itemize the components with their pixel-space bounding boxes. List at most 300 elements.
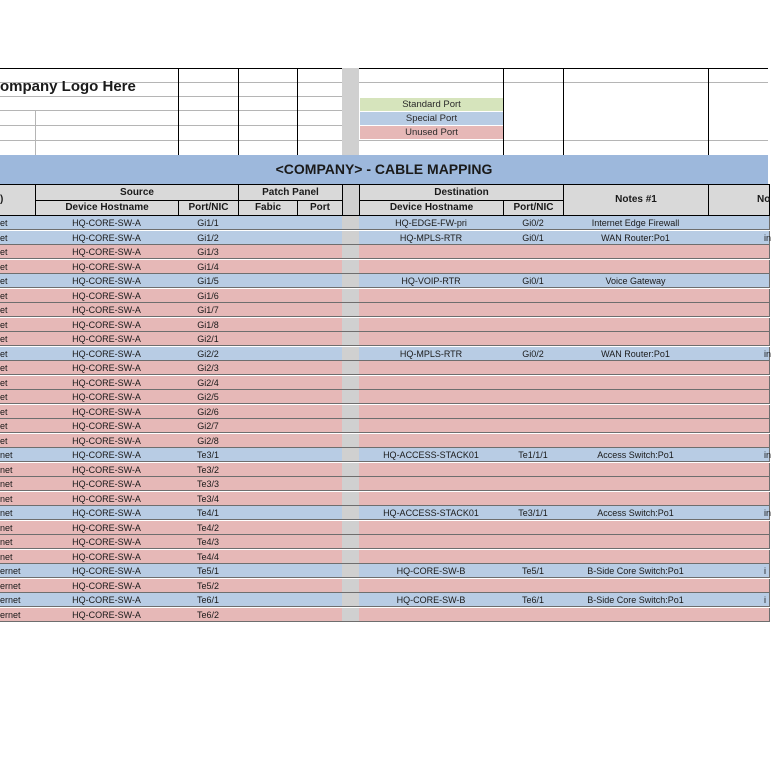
cell-type[interactable]: et xyxy=(0,361,36,375)
cell-spacer[interactable] xyxy=(342,318,360,332)
cell-pp-fabic[interactable] xyxy=(238,390,298,404)
cell-notes-2[interactable]: in xyxy=(708,347,770,361)
cell-src-port[interactable]: Te4/1 xyxy=(178,506,239,520)
cell-notes-2[interactable] xyxy=(708,289,770,303)
cell-notes-1[interactable]: B-Side Core Switch:Po1 xyxy=(563,593,709,607)
cell-notes-1[interactable]: WAN Router:Po1 xyxy=(563,347,709,361)
cell-notes-1[interactable] xyxy=(563,492,709,506)
cell-spacer[interactable] xyxy=(342,463,360,477)
cell-pp-fabic[interactable] xyxy=(238,506,298,520)
cell-notes-1[interactable] xyxy=(563,550,709,564)
cell-notes-1[interactable]: Access Switch:Po1 xyxy=(563,448,709,462)
cell-src-port[interactable]: Te3/3 xyxy=(178,477,239,491)
cell-dst-port[interactable] xyxy=(503,463,564,477)
cell-dst-hostname[interactable] xyxy=(359,535,504,549)
cell-dst-port[interactable] xyxy=(503,260,564,274)
cell-type[interactable]: net xyxy=(0,477,36,491)
cell-dst-port[interactable]: Te5/1 xyxy=(503,564,564,578)
cell-src-hostname[interactable]: HQ-CORE-SW-A xyxy=(35,405,179,419)
cell-src-hostname[interactable]: HQ-CORE-SW-A xyxy=(35,332,179,346)
cell-src-hostname[interactable]: HQ-CORE-SW-A xyxy=(35,216,179,230)
cell-type[interactable]: et xyxy=(0,390,36,404)
cell-dst-port[interactable] xyxy=(503,245,564,259)
cell-type[interactable]: et xyxy=(0,434,36,448)
cell-src-hostname[interactable]: HQ-CORE-SW-A xyxy=(35,564,179,578)
cell-notes-2[interactable] xyxy=(708,361,770,375)
cell-dst-port[interactable] xyxy=(503,289,564,303)
cell-pp-fabic[interactable] xyxy=(238,216,298,230)
cell-notes-1[interactable] xyxy=(563,579,709,593)
cell-src-port[interactable]: Gi2/8 xyxy=(178,434,239,448)
cell-pp-port[interactable] xyxy=(297,593,343,607)
cell-dst-hostname[interactable] xyxy=(359,405,504,419)
cell-type[interactable]: net xyxy=(0,492,36,506)
cell-notes-2[interactable] xyxy=(708,274,770,288)
cell-type[interactable]: net xyxy=(0,448,36,462)
cell-pp-fabic[interactable] xyxy=(238,608,298,622)
cell-notes-1[interactable] xyxy=(563,260,709,274)
cell-src-port[interactable]: Te4/3 xyxy=(178,535,239,549)
header-spacer xyxy=(342,184,360,216)
cell-dst-hostname[interactable]: HQ-ACCESS-STACK01 xyxy=(359,506,504,520)
cell-notes-2[interactable]: i xyxy=(708,564,770,578)
header-patch-panel-group: Patch Panel xyxy=(238,184,343,201)
cell-notes-2[interactable]: in xyxy=(708,448,770,462)
cell-spacer[interactable] xyxy=(342,448,360,462)
cell-notes-2[interactable] xyxy=(708,535,770,549)
cell-dst-hostname[interactable]: HQ-ACCESS-STACK01 xyxy=(359,448,504,462)
cell-notes-2[interactable] xyxy=(708,521,770,535)
cell-notes-1[interactable] xyxy=(563,245,709,259)
header-col-line xyxy=(563,68,564,155)
cell-pp-port[interactable] xyxy=(297,376,343,390)
cell-pp-fabic[interactable] xyxy=(238,593,298,607)
cell-dst-port[interactable] xyxy=(503,521,564,535)
table-row xyxy=(0,608,768,622)
cell-pp-fabic[interactable] xyxy=(238,274,298,288)
cell-pp-fabic[interactable] xyxy=(238,419,298,433)
cell-pp-port[interactable] xyxy=(297,231,343,245)
cell-src-hostname[interactable]: HQ-CORE-SW-A xyxy=(35,245,179,259)
cell-src-hostname[interactable]: HQ-CORE-SW-A xyxy=(35,448,179,462)
cell-notes-1[interactable] xyxy=(563,332,709,346)
cell-notes-2[interactable] xyxy=(708,434,770,448)
cell-src-hostname[interactable]: HQ-CORE-SW-A xyxy=(35,376,179,390)
cell-src-port[interactable]: Gi2/4 xyxy=(178,376,239,390)
cell-src-hostname[interactable]: HQ-CORE-SW-A xyxy=(35,492,179,506)
cell-notes-2[interactable] xyxy=(708,405,770,419)
cell-src-port[interactable]: Gi1/4 xyxy=(178,260,239,274)
legend-special-port: Special Port xyxy=(360,112,503,125)
cell-src-port[interactable]: Gi1/3 xyxy=(178,245,239,259)
cell-src-hostname[interactable]: HQ-CORE-SW-A xyxy=(35,347,179,361)
cell-pp-port[interactable] xyxy=(297,332,343,346)
cell-pp-fabic[interactable] xyxy=(238,434,298,448)
cell-spacer[interactable] xyxy=(342,361,360,375)
cell-spacer[interactable] xyxy=(342,303,360,317)
cell-dst-port[interactable]: Gi0/1 xyxy=(503,274,564,288)
cell-type[interactable]: ernet xyxy=(0,564,36,578)
cell-notes-1[interactable] xyxy=(563,608,709,622)
cell-notes-2[interactable]: i xyxy=(708,593,770,607)
cell-type[interactable]: net xyxy=(0,521,36,535)
cell-pp-fabic[interactable] xyxy=(238,376,298,390)
cell-dst-hostname[interactable] xyxy=(359,260,504,274)
cell-pp-port[interactable] xyxy=(297,390,343,404)
table-row xyxy=(0,535,768,549)
table-row xyxy=(0,550,768,564)
cell-pp-fabic[interactable] xyxy=(238,347,298,361)
cell-spacer[interactable] xyxy=(342,492,360,506)
cell-type[interactable]: et xyxy=(0,274,36,288)
cell-notes-1[interactable] xyxy=(563,405,709,419)
cell-pp-fabic[interactable] xyxy=(238,245,298,259)
cell-dst-port[interactable]: Te1/1/1 xyxy=(503,448,564,462)
cell-pp-fabic[interactable] xyxy=(238,477,298,491)
cell-pp-port[interactable] xyxy=(297,550,343,564)
cell-pp-port[interactable] xyxy=(297,405,343,419)
cell-src-port[interactable]: Gi2/1 xyxy=(178,332,239,346)
cell-src-port[interactable]: Te6/1 xyxy=(178,593,239,607)
cell-notes-1[interactable]: Voice Gateway xyxy=(563,274,709,288)
cell-pp-port[interactable] xyxy=(297,318,343,332)
cell-spacer[interactable] xyxy=(342,390,360,404)
cell-dst-port[interactable]: Gi0/2 xyxy=(503,347,564,361)
cell-notes-2[interactable] xyxy=(708,492,770,506)
table-row xyxy=(0,245,768,259)
cell-type[interactable]: et xyxy=(0,260,36,274)
cell-notes-1[interactable] xyxy=(563,477,709,491)
cell-spacer[interactable] xyxy=(342,231,360,245)
cell-src-port[interactable]: Gi1/2 xyxy=(178,231,239,245)
cell-dst-port[interactable] xyxy=(503,550,564,564)
cell-dst-hostname[interactable] xyxy=(359,332,504,346)
cell-pp-port[interactable] xyxy=(297,260,343,274)
cell-notes-2[interactable]: in xyxy=(708,506,770,520)
cell-src-port[interactable]: Gi2/3 xyxy=(178,361,239,375)
cell-notes-2[interactable]: in xyxy=(708,231,770,245)
cell-pp-port[interactable] xyxy=(297,463,343,477)
table-row xyxy=(0,579,768,593)
cell-pp-fabic[interactable] xyxy=(238,492,298,506)
cell-notes-2[interactable] xyxy=(708,477,770,491)
cell-type[interactable]: ernet xyxy=(0,593,36,607)
cell-spacer[interactable] xyxy=(342,608,360,622)
cell-src-hostname[interactable]: HQ-CORE-SW-A xyxy=(35,477,179,491)
header-pp-fabic: Fabic xyxy=(238,200,298,216)
cell-pp-fabic[interactable] xyxy=(238,521,298,535)
cell-dst-hostname[interactable] xyxy=(359,608,504,622)
cell-src-hostname[interactable]: HQ-CORE-SW-A xyxy=(35,274,179,288)
cell-pp-fabic[interactable] xyxy=(238,303,298,317)
cell-src-port[interactable]: Te3/4 xyxy=(178,492,239,506)
cell-notes-2[interactable] xyxy=(708,216,770,230)
cell-dst-hostname[interactable] xyxy=(359,361,504,375)
cell-dst-hostname[interactable] xyxy=(359,318,504,332)
cell-dst-port[interactable] xyxy=(503,535,564,549)
cell-dst-hostname[interactable] xyxy=(359,434,504,448)
cell-pp-fabic[interactable] xyxy=(238,289,298,303)
cell-pp-fabic[interactable] xyxy=(238,260,298,274)
cell-src-hostname[interactable]: HQ-CORE-SW-A xyxy=(35,260,179,274)
cell-type[interactable]: et xyxy=(0,347,36,361)
cell-type[interactable]: net xyxy=(0,535,36,549)
header-col-line xyxy=(503,68,504,155)
header-col-line xyxy=(178,68,179,155)
cell-dst-port[interactable] xyxy=(503,434,564,448)
cell-notes-2[interactable] xyxy=(708,463,770,477)
cell-spacer[interactable] xyxy=(342,477,360,491)
cell-notes-1[interactable] xyxy=(563,535,709,549)
cell-spacer[interactable] xyxy=(342,376,360,390)
cell-notes-1[interactable] xyxy=(563,318,709,332)
cell-type[interactable]: et xyxy=(0,376,36,390)
cell-src-port[interactable]: Gi2/7 xyxy=(178,419,239,433)
cell-type[interactable]: ernet xyxy=(0,579,36,593)
cell-src-hostname[interactable]: HQ-CORE-SW-A xyxy=(35,550,179,564)
cell-spacer[interactable] xyxy=(342,419,360,433)
cell-notes-1[interactable] xyxy=(563,289,709,303)
cell-type[interactable]: net xyxy=(0,550,36,564)
cell-notes-2[interactable] xyxy=(708,303,770,317)
cell-dst-hostname[interactable]: HQ-MPLS-RTR xyxy=(359,347,504,361)
cell-src-hostname[interactable]: HQ-CORE-SW-A xyxy=(35,390,179,404)
cell-dst-port[interactable] xyxy=(503,477,564,491)
cell-src-hostname[interactable]: HQ-CORE-SW-A xyxy=(35,303,179,317)
cell-src-hostname[interactable]: HQ-CORE-SW-A xyxy=(35,593,179,607)
cell-type[interactable]: et xyxy=(0,332,36,346)
cell-src-port[interactable]: Gi2/2 xyxy=(178,347,239,361)
cell-notes-2[interactable] xyxy=(708,332,770,346)
cell-spacer[interactable] xyxy=(342,405,360,419)
cell-src-port[interactable]: Gi1/8 xyxy=(178,318,239,332)
cell-type[interactable]: et xyxy=(0,303,36,317)
cell-dst-port[interactable]: Te3/1/1 xyxy=(503,506,564,520)
cell-notes-1[interactable] xyxy=(563,303,709,317)
cell-notes-1[interactable]: B-Side Core Switch:Po1 xyxy=(563,564,709,578)
cell-spacer[interactable] xyxy=(342,216,360,230)
cell-notes-2[interactable] xyxy=(708,390,770,404)
cell-dst-port[interactable] xyxy=(503,405,564,419)
cell-pp-fabic[interactable] xyxy=(238,550,298,564)
table-row xyxy=(0,434,768,448)
cell-src-port[interactable]: Te5/1 xyxy=(178,564,239,578)
cell-notes-2[interactable] xyxy=(708,318,770,332)
cell-pp-port[interactable] xyxy=(297,506,343,520)
cell-src-hostname[interactable]: HQ-CORE-SW-A xyxy=(35,506,179,520)
header-dst-port: Port/NIC xyxy=(503,200,564,216)
cell-dst-port[interactable] xyxy=(503,390,564,404)
table-row xyxy=(0,477,768,491)
cell-pp-port[interactable] xyxy=(297,492,343,506)
cell-pp-port[interactable] xyxy=(297,361,343,375)
cell-spacer[interactable] xyxy=(342,434,360,448)
cell-pp-port[interactable] xyxy=(297,289,343,303)
cell-pp-fabic[interactable] xyxy=(238,579,298,593)
cell-src-port[interactable]: Te4/2 xyxy=(178,521,239,535)
cell-src-port[interactable]: Gi1/5 xyxy=(178,274,239,288)
cell-dst-hostname[interactable]: HQ-EDGE-FW-pri xyxy=(359,216,504,230)
cell-type[interactable]: ernet xyxy=(0,608,36,622)
cell-dst-port[interactable] xyxy=(503,318,564,332)
cell-type[interactable]: et xyxy=(0,231,36,245)
cell-notes-2[interactable] xyxy=(708,376,770,390)
cell-spacer[interactable] xyxy=(342,521,360,535)
cell-spacer[interactable] xyxy=(342,245,360,259)
cell-dst-port[interactable]: Gi0/2 xyxy=(503,216,564,230)
cell-pp-port[interactable] xyxy=(297,347,343,361)
cell-spacer[interactable] xyxy=(342,274,360,288)
cell-pp-fabic[interactable] xyxy=(238,231,298,245)
cell-notes-1[interactable] xyxy=(563,463,709,477)
cell-notes-2[interactable] xyxy=(708,579,770,593)
cell-type[interactable]: et xyxy=(0,245,36,259)
cell-pp-fabic[interactable] xyxy=(238,463,298,477)
cell-spacer[interactable] xyxy=(342,535,360,549)
cell-src-port[interactable]: Te4/4 xyxy=(178,550,239,564)
cell-type[interactable]: et xyxy=(0,405,36,419)
cell-notes-1[interactable] xyxy=(563,390,709,404)
table-row xyxy=(0,376,768,390)
cell-type[interactable]: et xyxy=(0,318,36,332)
cell-dst-hostname[interactable] xyxy=(359,492,504,506)
cell-spacer[interactable] xyxy=(342,593,360,607)
header-col-line xyxy=(238,68,239,155)
cell-pp-port[interactable] xyxy=(297,477,343,491)
cell-dst-port[interactable] xyxy=(503,376,564,390)
cell-notes-1[interactable]: WAN Router:Po1 xyxy=(563,231,709,245)
cell-spacer[interactable] xyxy=(342,260,360,274)
cell-pp-port[interactable] xyxy=(297,419,343,433)
cell-pp-fabic[interactable] xyxy=(238,405,298,419)
cell-dst-port[interactable] xyxy=(503,492,564,506)
cell-src-hostname[interactable]: HQ-CORE-SW-A xyxy=(35,579,179,593)
cell-notes-1[interactable] xyxy=(563,361,709,375)
cell-notes-2[interactable] xyxy=(708,260,770,274)
cell-dst-port[interactable] xyxy=(503,419,564,433)
cell-dst-port[interactable] xyxy=(503,332,564,346)
cell-notes-1[interactable] xyxy=(563,434,709,448)
cell-src-hostname[interactable]: HQ-CORE-SW-A xyxy=(35,535,179,549)
cell-spacer[interactable] xyxy=(342,347,360,361)
cell-pp-port[interactable] xyxy=(297,448,343,462)
cell-type[interactable]: net xyxy=(0,463,36,477)
cell-dst-hostname[interactable] xyxy=(359,303,504,317)
cell-src-hostname[interactable]: HQ-CORE-SW-A xyxy=(35,463,179,477)
cell-dst-port[interactable]: Te6/1 xyxy=(503,593,564,607)
cell-dst-hostname[interactable] xyxy=(359,289,504,303)
cell-notes-1[interactable] xyxy=(563,376,709,390)
cell-pp-port[interactable] xyxy=(297,216,343,230)
cell-pp-fabic[interactable] xyxy=(238,564,298,578)
cell-notes-2[interactable] xyxy=(708,245,770,259)
cell-notes-1[interactable] xyxy=(563,521,709,535)
cell-pp-port[interactable] xyxy=(297,521,343,535)
table-row xyxy=(0,216,768,230)
cell-dst-hostname[interactable] xyxy=(359,521,504,535)
cell-dst-hostname[interactable] xyxy=(359,376,504,390)
cell-dst-hostname[interactable] xyxy=(359,579,504,593)
cell-notes-2[interactable] xyxy=(708,550,770,564)
cell-dst-port[interactable] xyxy=(503,608,564,622)
cell-src-port[interactable]: Te5/2 xyxy=(178,579,239,593)
cell-type[interactable]: net xyxy=(0,506,36,520)
cell-src-port[interactable]: Gi2/5 xyxy=(178,390,239,404)
cell-src-hostname[interactable]: HQ-CORE-SW-A xyxy=(35,521,179,535)
cell-src-hostname[interactable]: HQ-CORE-SW-A xyxy=(35,608,179,622)
cell-spacer[interactable] xyxy=(342,332,360,346)
cell-src-hostname[interactable]: HQ-CORE-SW-A xyxy=(35,318,179,332)
cell-src-port[interactable]: Gi1/7 xyxy=(178,303,239,317)
cell-type[interactable]: et xyxy=(0,216,36,230)
cell-pp-port[interactable] xyxy=(297,303,343,317)
cell-src-hostname[interactable]: HQ-CORE-SW-A xyxy=(35,361,179,375)
header-destination-group: Destination xyxy=(359,184,564,201)
cell-dst-port[interactable] xyxy=(503,303,564,317)
cell-src-hostname[interactable]: HQ-CORE-SW-A xyxy=(35,434,179,448)
cell-pp-port[interactable] xyxy=(297,535,343,549)
cell-dst-hostname[interactable] xyxy=(359,477,504,491)
cell-pp-fabic[interactable] xyxy=(238,448,298,462)
cell-notes-2[interactable] xyxy=(708,608,770,622)
cell-dst-hostname[interactable] xyxy=(359,419,504,433)
cell-dst-hostname[interactable]: HQ-CORE-SW-B xyxy=(359,593,504,607)
cell-dst-port[interactable]: Gi0/1 xyxy=(503,231,564,245)
cell-dst-hostname[interactable] xyxy=(359,550,504,564)
cell-pp-port[interactable] xyxy=(297,608,343,622)
cell-pp-port[interactable] xyxy=(297,274,343,288)
cell-src-port[interactable]: Gi2/6 xyxy=(178,405,239,419)
cell-dst-hostname[interactable]: HQ-MPLS-RTR xyxy=(359,231,504,245)
cell-pp-fabic[interactable] xyxy=(238,318,298,332)
cell-src-port[interactable]: Te3/1 xyxy=(178,448,239,462)
cell-spacer[interactable] xyxy=(342,289,360,303)
cell-dst-hostname[interactable]: HQ-CORE-SW-B xyxy=(359,564,504,578)
cell-notes-2[interactable] xyxy=(708,419,770,433)
cell-src-port[interactable]: Te3/2 xyxy=(178,463,239,477)
cell-src-hostname[interactable]: HQ-CORE-SW-A xyxy=(35,289,179,303)
cell-dst-hostname[interactable]: HQ-VOIP-RTR xyxy=(359,274,504,288)
cell-notes-1[interactable]: Access Switch:Po1 xyxy=(563,506,709,520)
cell-src-hostname[interactable]: HQ-CORE-SW-A xyxy=(35,231,179,245)
cell-src-port[interactable]: Gi1/6 xyxy=(178,289,239,303)
cell-spacer[interactable] xyxy=(342,550,360,564)
cell-spacer[interactable] xyxy=(342,506,360,520)
cell-src-port[interactable]: Gi1/1 xyxy=(178,216,239,230)
cell-spacer[interactable] xyxy=(342,564,360,578)
cell-dst-port[interactable] xyxy=(503,361,564,375)
cell-notes-1[interactable] xyxy=(563,419,709,433)
cell-pp-fabic[interactable] xyxy=(238,361,298,375)
cell-type[interactable]: et xyxy=(0,419,36,433)
cell-pp-port[interactable] xyxy=(297,564,343,578)
cell-dst-hostname[interactable] xyxy=(359,390,504,404)
cell-pp-port[interactable] xyxy=(297,434,343,448)
cell-src-hostname[interactable]: HQ-CORE-SW-A xyxy=(35,419,179,433)
cell-dst-hostname[interactable] xyxy=(359,245,504,259)
cell-pp-port[interactable] xyxy=(297,579,343,593)
cell-spacer[interactable] xyxy=(342,579,360,593)
cell-notes-1[interactable]: Internet Edge Firewall xyxy=(563,216,709,230)
cell-pp-fabic[interactable] xyxy=(238,535,298,549)
cell-pp-fabic[interactable] xyxy=(238,332,298,346)
header-pp-port: Port xyxy=(297,200,343,216)
cell-src-port[interactable]: Te6/2 xyxy=(178,608,239,622)
cell-pp-port[interactable] xyxy=(297,245,343,259)
cell-type[interactable]: et xyxy=(0,289,36,303)
cell-dst-port[interactable] xyxy=(503,579,564,593)
cell-dst-hostname[interactable] xyxy=(359,463,504,477)
